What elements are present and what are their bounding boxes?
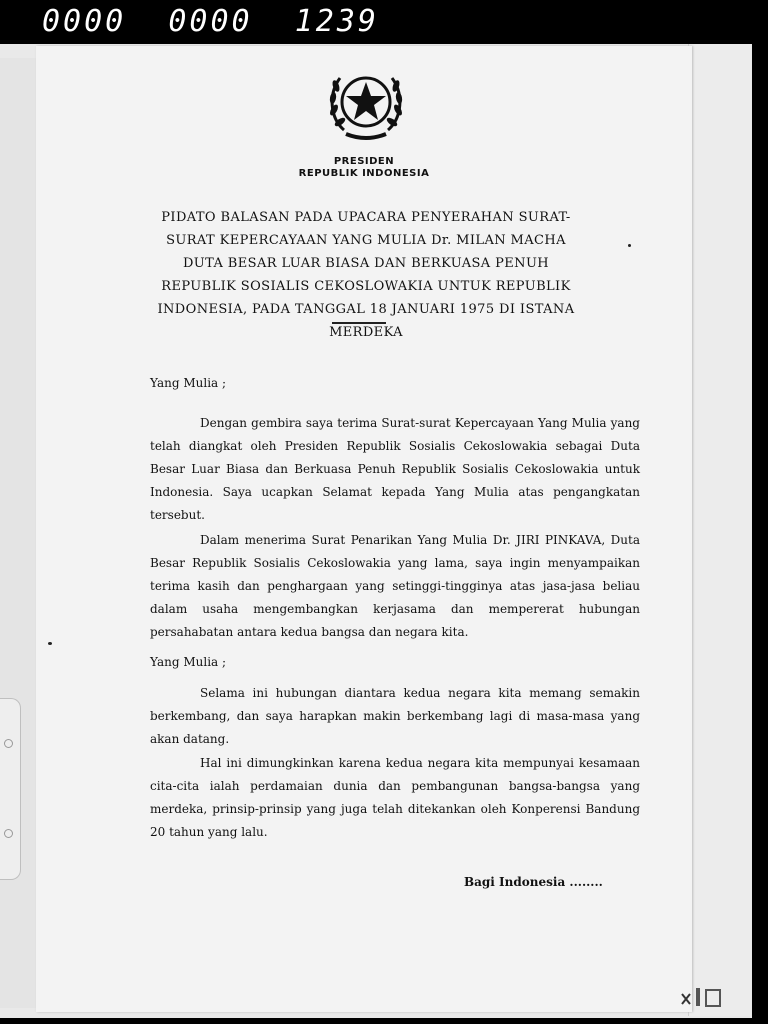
salutation: Yang Mulia ; <box>150 376 227 390</box>
speck <box>48 642 52 645</box>
document-page <box>36 46 692 1012</box>
title-divider <box>332 322 386 324</box>
closing-line: Bagi Indonesia ........ <box>464 875 603 889</box>
back-sheet <box>688 44 751 1016</box>
paragraph: Hal ini dimungkinkan karena kedua negara kita mempunyai kesamaan cita-cita ialah perdamaian dunia dan pembangunan bangsa-bangsa yang merdeka, prinsip-prinsip yang juga telah ditekankan oleh Konperensi Bandung 20 tahun yang lalu. <box>150 756 640 839</box>
punch-hole <box>4 829 13 838</box>
letterhead-president: PRESIDEN <box>333 156 395 167</box>
punch-hole <box>4 739 13 748</box>
paragraph: Selama ini hubungan diantara kedua negara kita memang semakin berkembang, dan saya harapkan makin berkembang lagi di masa-masa yang akan datang. <box>150 686 640 746</box>
paragraph: Dengan gembira saya terima Surat-surat Kepercayaan Yang Mulia yang telah diangkat oleh Presiden Republik Sosialis Cekoslowakia sebagai Duta Besar Luar Biasa dan Berkuasa Penuh Republik Sosialis Cekoslowakia untuk Indonesia. Saya ucapkan Selamat kepada Yang Mulia atas pengangkatan tersebut. <box>150 416 640 522</box>
binder-tab <box>0 698 21 880</box>
speech-title: PIDATO BALASAN PADA UPACARA PENYERAHAN SURAT-SURAT KEPERCAYAAN YANG MULIA Dr. MILAN MACHA DUTA BESAR LUAR BIASA DAN BERKUASA PENUH REPUBLIK SOSIALIS CEKOSLOWAKIA UNTUK REPUBLIK INDONESIA, PADA TANGGAL 18 JANUARI 1975 DI ISTANA MERDEKA <box>157 210 575 340</box>
paragraph: Dalam menerima Surat Penarikan Yang Mulia Dr. JIRI PINKAVA, Duta Besar Republik Sosialis Cekoslowakia yang lama, saya ingin menyampaikan terima kasih dan penghargaan yang setinggi-tingginya atas jasa-jasa beliau dalam usaha mengembangkan kerjasama dan mempererat hubungan persahabatan antara kedua bangsa dan negara kita. <box>150 533 640 639</box>
salutation: Yang Mulia ; <box>150 655 227 669</box>
speck <box>628 244 631 247</box>
page-corner-mark <box>680 986 728 1010</box>
letterhead-republic: REPUBLIK INDONESIA <box>298 168 430 179</box>
presidential-emblem-icon <box>324 64 408 144</box>
frame-counter: 0000 0000 1239 <box>42 4 379 39</box>
